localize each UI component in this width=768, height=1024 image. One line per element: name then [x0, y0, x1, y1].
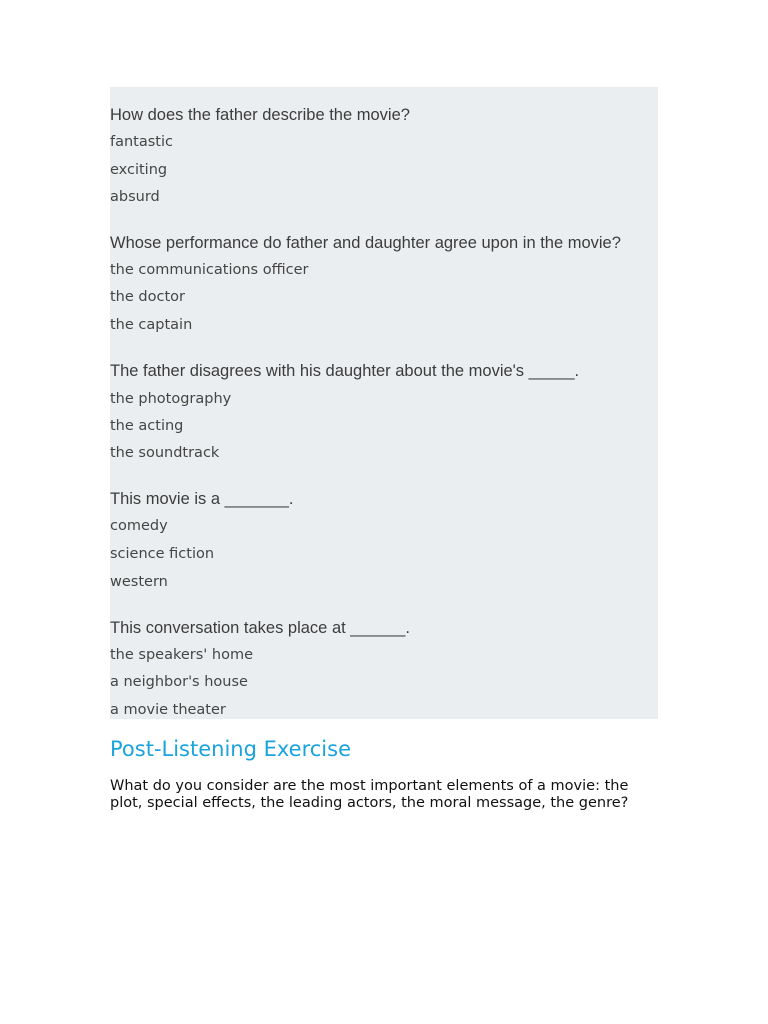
answer-option[interactable]: the acting [110, 418, 184, 434]
answer-option[interactable]: comedy [110, 518, 168, 534]
section-title: Post-Listening Exercise [110, 737, 351, 761]
answer-option[interactable]: science fiction [110, 546, 215, 562]
quiz-panel [110, 87, 658, 719]
answer-option[interactable]: the photography [110, 391, 232, 407]
answer-option[interactable]: absurd [110, 189, 160, 205]
question-text: Whose performance do father and daughter agree upon in the movie? [110, 234, 621, 252]
answer-option[interactable]: fantastic [110, 134, 173, 150]
answer-option[interactable]: a neighbor's house [110, 674, 248, 690]
question-text: The father disagrees with his daughter about the movie's _____. [110, 362, 580, 380]
answer-option[interactable]: the speakers' home [110, 647, 253, 663]
answer-option[interactable]: the communications officer [110, 262, 309, 278]
exercise-prompt: What do you consider are the most important elements of a movie: the plot, special effects, the leading actors, the moral message, the genre? [110, 778, 629, 811]
question-text: This movie is a _______. [110, 490, 294, 508]
answer-option[interactable]: exciting [110, 162, 168, 178]
answer-option[interactable]: the soundtrack [110, 445, 220, 461]
answer-option[interactable]: a movie theater [110, 702, 226, 718]
answer-option[interactable]: the doctor [110, 289, 185, 305]
answer-option[interactable]: the captain [110, 317, 193, 333]
question-text: This conversation takes place at ______. [110, 619, 410, 637]
question-text: How does the father describe the movie? [110, 106, 410, 124]
answer-option[interactable]: western [110, 574, 168, 590]
